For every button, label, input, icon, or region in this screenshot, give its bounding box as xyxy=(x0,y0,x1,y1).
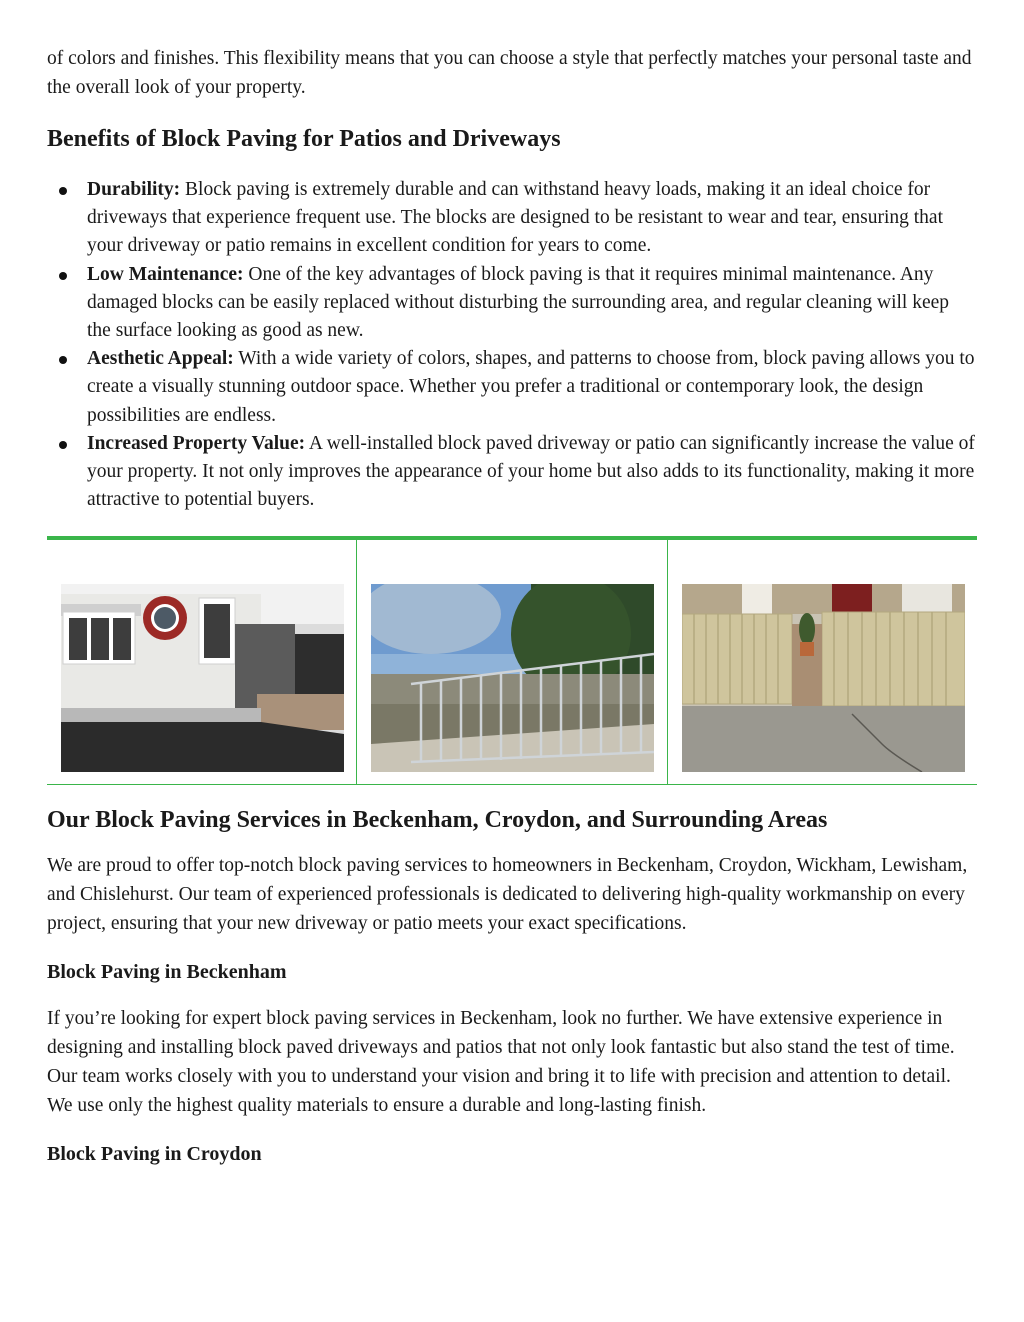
benefit-title: Aesthetic Appeal: xyxy=(87,348,234,370)
beckenham-heading: Block Paving in Beckenham xyxy=(47,961,287,984)
gallery-cell xyxy=(357,540,667,784)
bullet-icon xyxy=(59,356,67,364)
benefits-heading: Benefits of Block Paving for Patios and Driveways xyxy=(47,126,561,152)
services-heading: Our Block Paving Services in Beckenham, Croydon, and Surrounding Areas xyxy=(47,807,828,834)
benefit-title: Durability: xyxy=(87,179,181,200)
house-driveway-photo xyxy=(61,584,344,772)
services-paragraph: We are proud to offer top-notch block paving services to homeowners in Beckenham, Croydon, Wickham, Lewisham, and Chislehurst. Our team of experienced professionals is dedicated to delivering high-quality workmanship on every project, ensuring that your new driveway or patio meets your exact specifications. xyxy=(47,855,968,935)
gallery-cell xyxy=(47,540,357,784)
bullet-icon xyxy=(59,272,67,280)
gallery-cell xyxy=(668,540,977,784)
benefit-title: Increased Property Value: xyxy=(87,432,306,454)
intro-paragraph: of colors and finishes. This flexibility means that you can choose a style that perfectly matches your personal taste and the overall look of your property. xyxy=(47,48,972,98)
list-item xyxy=(47,430,977,515)
list-item xyxy=(47,176,977,261)
list-item xyxy=(47,345,977,430)
benefit-text: With a wide variety of colors, shapes, and patterns to choose from, block paving allows you to create a visually stunning outdoor space. Whether you prefer a traditional or contemporary look, the design possibilities are endless. xyxy=(87,348,975,426)
image-gallery xyxy=(47,536,977,785)
bullet-icon xyxy=(59,441,67,449)
article xyxy=(47,44,977,1168)
croydon-heading: Block Paving in Croydon xyxy=(47,1143,262,1166)
benefit-text: A well-installed block paved driveway or patio can significantly increase the value of your property. It not only improves the appearance of your home but also adds to its functionality, making it more attractive to potential buyers. xyxy=(87,432,975,511)
beckenham-paragraph: If you’re looking for expert block paving services in Beckenham, look no further. We have extensive experience in designing and installing block paved driveways and patios that not only look fantastic but also stand the test of time. Our team works closely with you to understand your vision and bring it to life with precision and attention to detail. We use only the highest quality materials to ensure a durable and long-lasting finish. xyxy=(47,1008,955,1117)
list-item xyxy=(47,261,977,346)
metal-railing-photo xyxy=(371,584,654,772)
benefit-title: Low Maintenance: xyxy=(87,263,244,285)
benefit-text: One of the key advantages of block paving is that it requires minimal maintenance. Any damaged blocks can be easily replaced without disturbing the surrounding area, and regular cleaning will keep the surface looking as good as new. xyxy=(87,263,950,342)
benefit-text: Block paving is extremely durable and can withstand heavy loads, making it an ideal choice for driveways that experience frequent use. The blocks are designed to be resistant to wear and tear, ensuring that your driveway or patio remains in excellent condition for years to come. xyxy=(87,179,944,257)
wooden-fence-photo xyxy=(682,584,965,772)
bullet-icon xyxy=(59,187,67,195)
benefits-list xyxy=(47,176,977,514)
